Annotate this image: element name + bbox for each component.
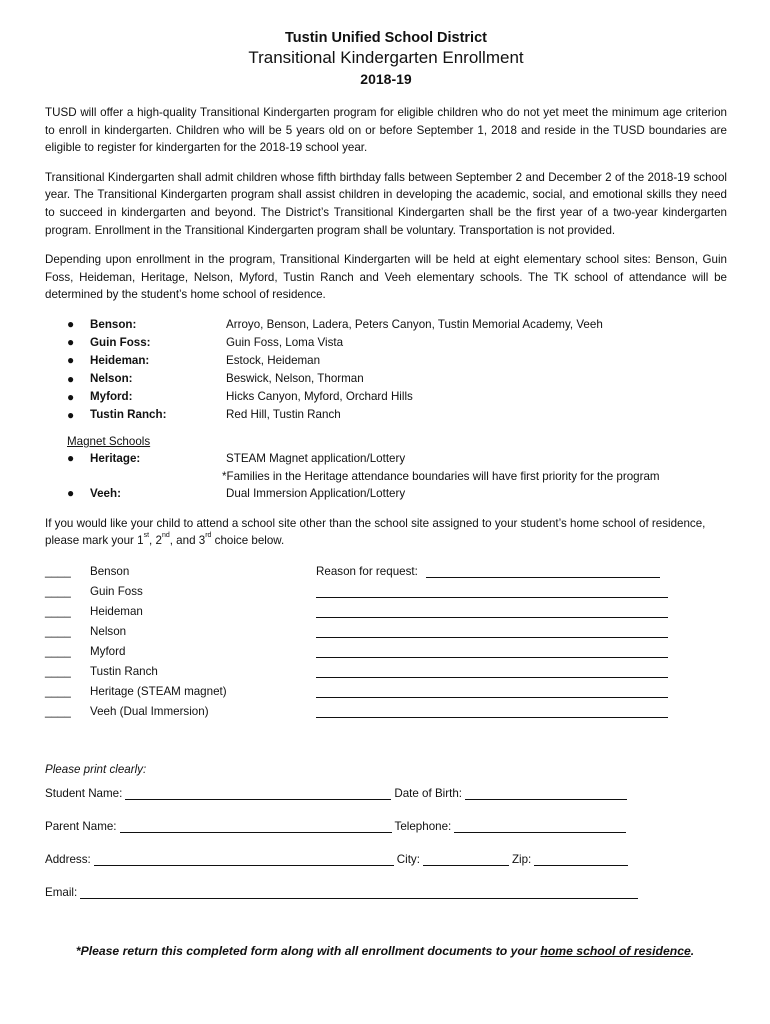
school-name: Heritage: bbox=[90, 452, 141, 466]
telephone-field[interactable] bbox=[454, 820, 626, 833]
address-row bbox=[45, 849, 727, 866]
school-program: STEAM Magnet application/Lottery bbox=[226, 452, 406, 466]
bullet-icon: ● bbox=[67, 335, 75, 350]
choice-blank[interactable]: ____ bbox=[45, 564, 71, 578]
reason-field[interactable] bbox=[316, 584, 668, 598]
choice-school: Myford bbox=[90, 644, 126, 658]
school-name: Benson: bbox=[90, 317, 137, 331]
priority-note: *Families in the Heritage attendance boundaries will have first priority for the program bbox=[222, 469, 660, 483]
bullet-icon: ● bbox=[67, 353, 75, 368]
bullet-icon: ● bbox=[67, 371, 75, 386]
reason-field[interactable] bbox=[426, 565, 660, 578]
school-feeders: Arroyo, Benson, Ladera, Peters Canyon, Tustin Memorial Academy, Veeh bbox=[226, 317, 603, 331]
address-label: Address: bbox=[45, 853, 91, 867]
parent-name-field[interactable] bbox=[120, 820, 392, 833]
school-name: Tustin Ranch: bbox=[90, 408, 167, 422]
bullet-icon: ● bbox=[67, 451, 75, 466]
choice-school: Benson bbox=[90, 564, 130, 578]
reason-field[interactable] bbox=[316, 624, 668, 638]
dob-field[interactable] bbox=[465, 787, 627, 800]
home-school-emphasis: home school of residence bbox=[540, 944, 691, 958]
parent-row bbox=[45, 816, 727, 833]
enrollment-form bbox=[45, 28, 727, 915]
school-row bbox=[67, 406, 727, 424]
reason-label: Reason for request: bbox=[316, 564, 418, 578]
parent-name-label: Parent Name: bbox=[45, 820, 117, 834]
student-info-section bbox=[45, 763, 727, 899]
return-instruction: *Please return this completed form along with all enrollment documents to your home school of residence. bbox=[75, 944, 695, 958]
city-field[interactable] bbox=[423, 853, 509, 866]
choice-school: Veeh (Dual Immersion) bbox=[90, 704, 209, 718]
sites-paragraph: Depending upon enrollment in the program, Transitional Kindergarten will be held at eight elementary school sites: Benson, Guin Foss, Heideman, Heritage, Nelson, Myford, Tustin Ranch and Veeh elementary schools. The TK school of attendance will be determined by the student’s home school of residence. bbox=[45, 253, 727, 302]
school-name: Veeh: bbox=[90, 487, 121, 501]
choice-blank[interactable]: ____ bbox=[45, 644, 71, 658]
school-row bbox=[67, 315, 727, 333]
bullet-icon: ● bbox=[67, 317, 75, 332]
reason-field[interactable] bbox=[316, 704, 668, 718]
magnet-row-veeh bbox=[67, 485, 727, 503]
choice-school: Guin Foss bbox=[90, 584, 143, 598]
school-row bbox=[67, 370, 727, 388]
choice-row bbox=[45, 681, 727, 701]
telephone-label: Telephone: bbox=[394, 820, 452, 834]
choice-row bbox=[45, 561, 727, 581]
district-name: Tustin Unified School District bbox=[285, 30, 487, 46]
reason-field[interactable] bbox=[316, 644, 668, 658]
choice-blank[interactable]: ____ bbox=[45, 624, 71, 638]
bullet-icon: ● bbox=[67, 389, 75, 404]
print-instruction: Please print clearly: bbox=[45, 763, 147, 777]
city-label: City: bbox=[396, 853, 420, 867]
school-choice-list bbox=[45, 561, 727, 721]
choice-school: Heritage (STEAM magnet) bbox=[90, 684, 227, 698]
school-row bbox=[67, 351, 727, 369]
school-feeders: Red Hill, Tustin Ranch bbox=[226, 408, 341, 422]
choice-blank[interactable]: ____ bbox=[45, 664, 71, 678]
address-field[interactable] bbox=[94, 853, 394, 866]
school-feeders: Hicks Canyon, Myford, Orchard Hills bbox=[226, 390, 413, 404]
choice-school: Heideman bbox=[90, 604, 143, 618]
choice-blank[interactable]: ____ bbox=[45, 604, 71, 618]
reason-field[interactable] bbox=[316, 604, 668, 618]
intro-paragraph: TUSD will offer a high-quality Transitional Kindergarten program for eligible children who do not yet meet the minimum age criterion to enroll in kindergarten. Children who will be 5 years old on or before September 1, 2018 and reside in the TUSD boundaries are eligible to register for kindergarten for the 2018-19 school year. bbox=[45, 106, 727, 155]
choice-row bbox=[45, 661, 727, 681]
choice-row bbox=[45, 641, 727, 661]
bullet-icon: ● bbox=[67, 407, 75, 422]
choice-instructions: If you would like your child to attend a school site other than the school site assigned to your student’s home school of residence, please mark your 1st, 2nd, and 3rd choice below. bbox=[45, 516, 706, 548]
choice-row bbox=[45, 701, 727, 721]
student-name-field[interactable] bbox=[125, 787, 391, 800]
eligibility-paragraph: Transitional Kindergarten shall admit children whose fifth birthday falls between September 2 and December 2 of the 2018-19 school year. The Transitional Kindergarten program shall assist children in developing the academic, social, and emotional skills they need to succeed in kindergarten and beyond. The District’s Transitional Kindergarten shall be the first year of a two-year kindergarten program. Enrollment in the Transitional Kindergarten program shall be voluntary. Transportation is not provided. bbox=[45, 170, 727, 237]
email-field[interactable] bbox=[80, 886, 638, 899]
choice-school: Nelson bbox=[90, 624, 127, 638]
school-feeders: Estock, Heideman bbox=[226, 353, 321, 367]
form-title: Transitional Kindergarten Enrollment bbox=[248, 48, 524, 67]
school-name: Guin Foss: bbox=[90, 335, 151, 349]
zip-label: Zip: bbox=[511, 853, 532, 867]
school-site-list bbox=[67, 315, 727, 424]
bullet-icon: ● bbox=[67, 486, 75, 501]
choice-row bbox=[45, 601, 727, 621]
email-row bbox=[45, 882, 727, 899]
school-row bbox=[67, 388, 727, 406]
school-name: Myford: bbox=[90, 390, 133, 404]
student-row bbox=[45, 783, 727, 800]
choice-row bbox=[45, 581, 727, 601]
choice-school: Tustin Ranch bbox=[90, 664, 158, 678]
school-name: Heideman: bbox=[90, 353, 150, 367]
student-name-label: Student Name: bbox=[45, 787, 123, 801]
magnet-row-heritage bbox=[67, 450, 727, 485]
choice-blank[interactable]: ____ bbox=[45, 684, 71, 698]
magnet-school-list bbox=[67, 450, 727, 503]
reason-field[interactable] bbox=[316, 684, 668, 698]
choice-row bbox=[45, 621, 727, 641]
magnet-schools-heading: Magnet Schools bbox=[67, 435, 151, 449]
school-program: Dual Immersion Application/Lottery bbox=[226, 487, 406, 501]
email-label: Email: bbox=[45, 886, 78, 900]
choice-blank[interactable]: ____ bbox=[45, 584, 71, 598]
school-feeders: Guin Foss, Loma Vista bbox=[226, 335, 344, 349]
school-year: 2018-19 bbox=[360, 71, 412, 87]
zip-field[interactable] bbox=[534, 853, 628, 866]
dob-label: Date of Birth: bbox=[394, 787, 463, 801]
choice-blank[interactable]: ____ bbox=[45, 704, 71, 718]
school-feeders: Beswick, Nelson, Thorman bbox=[226, 372, 364, 386]
school-name: Nelson: bbox=[90, 372, 133, 386]
reason-field[interactable] bbox=[316, 664, 668, 678]
school-row bbox=[67, 333, 727, 351]
